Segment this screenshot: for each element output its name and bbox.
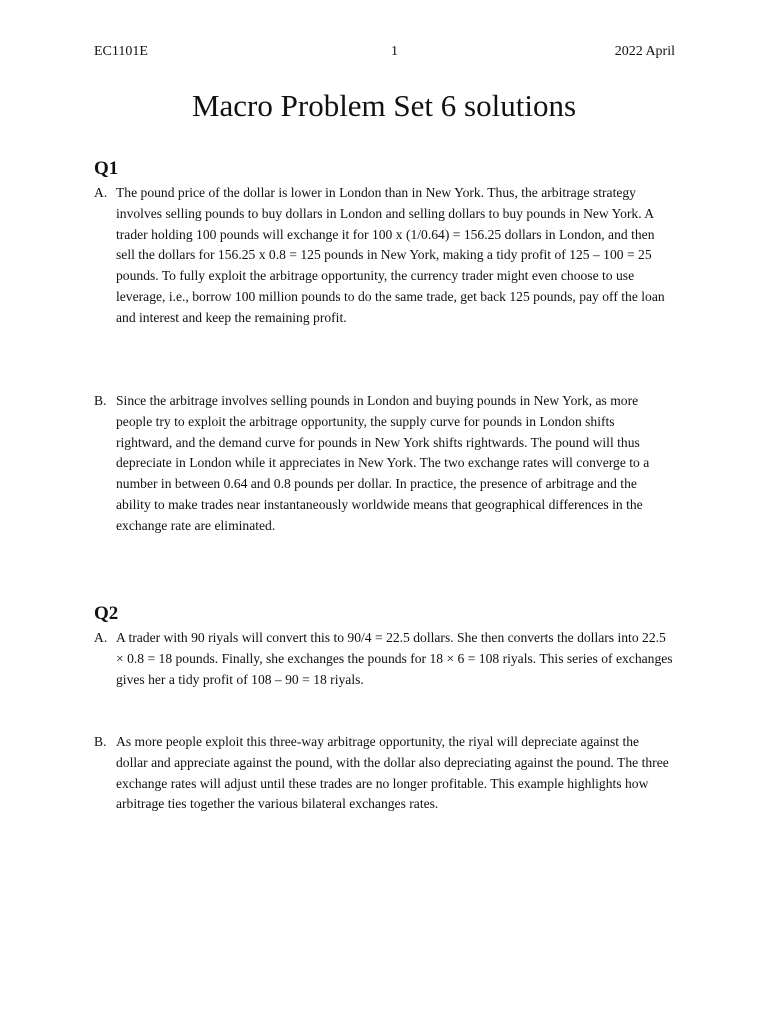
answer-text: A trader with 90 riyals will convert this to 90/4 = 22.5 dollars. She then converts the dollars into 22.5 × 0.8 = 18 pounds. Finally, she exchanges the pounds for 18 × 6 = 108 riyals. This series of exchanges gives her a tidy profit of 108 – 90 = 18 riyals. [116,630,673,687]
page-number: 1 [391,44,398,59]
header-date: 2022 April [614,44,675,59]
page-header [94,44,675,62]
answer-letter: A. [94,185,108,200]
answer-text: Since the arbitrage involves selling pounds in London and buying pounds in New York, as more people try to exploit the arbitrage opportunity, the supply curve for pounds in London shifts rightward, and the demand curve for pounds in New York shifts rightwards. The pound will thus depreciate in London while it appreciates in New York. The two exchange rates will converge to a number in between 0.64 and 0.8 pounds per dollar. In practice, the presence of arbitrage and the ability to make trades near instantaneously worldwide means that geographical differences in the exchange rate are eliminated. [116,393,650,533]
page-title: Macro Problem Set 6 solutions [191,88,577,123]
answer-q2-b [94,732,674,815]
question-heading-q2: Q2 [94,603,119,624]
answer-q2-a [94,628,674,690]
question-heading-q1: Q1 [94,158,119,179]
course-code: EC1101E [94,44,148,59]
answer-letter: A. [94,630,108,645]
answer-q1-a [94,183,674,329]
answer-text: As more people exploit this three-way arbitrage opportunity, the riyal will depreciate against the dollar and appreciate against the pound, with the dollar also depreciating against the pound. The three exchange rates will adjust until these trades are no longer profitable. This example highlights how arbitrage ties together the various bilateral exchanges rates. [116,734,669,812]
answer-text: The pound price of the dollar is lower in London than in New York. Thus, the arbitrage strategy involves selling pounds to buy dollars in London and selling dollars to buy pounds in New York. A trader holding 100 pounds will exchange it for 100 x (1/0.64) = 156.25 dollars in London, and then sell the dollars for 156.25 x 0.8 = 125 pounds in New York, making a tidy profit of 125 – 100 = 25 pounds. To fully exploit the arbitrage opportunity, the currency trader might even choose to use leverage, i.e., borrow 100 million pounds to do the same trade, get back 125 pounds, pay off the loan and interest and keep the remaining profit. [116,185,665,325]
answer-letter: B. [94,393,107,408]
answer-q1-b [94,391,674,537]
answer-letter: B. [94,734,107,749]
